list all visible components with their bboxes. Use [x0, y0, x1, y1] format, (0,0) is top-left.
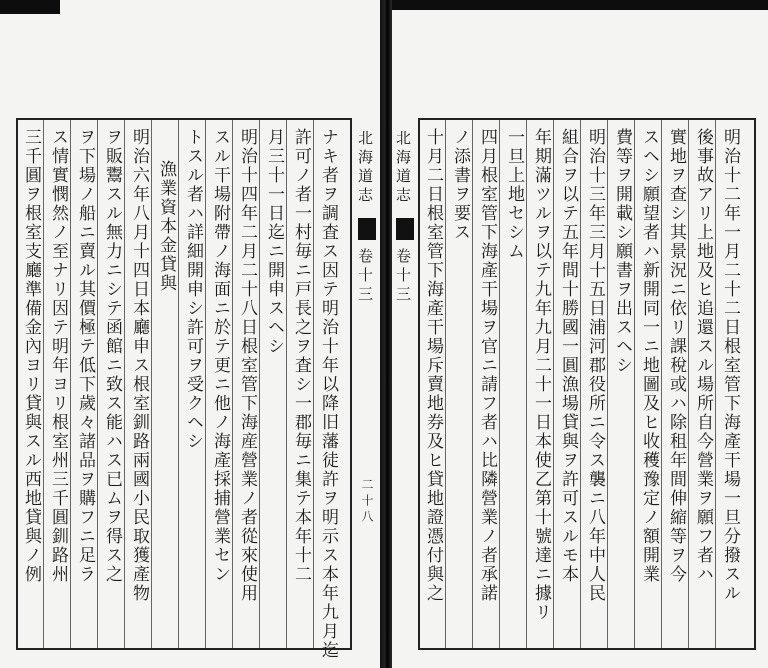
fishtail-marker	[396, 218, 414, 240]
text-column: ナキ者ヲ調査ス因テ明治十年以降旧藩徒許ヲ明示ス本年九月迄	[318, 128, 338, 660]
text-column: 實地ヲ查シ其景況ニ依リ課稅或ハ除租年間伸縮等ヲ今	[666, 128, 686, 584]
page-margin-header	[350, 118, 376, 646]
text-column: ヲ販鬻スル無力ニシテ函館ニ致ス能ハス已ムヲ得ス之	[102, 128, 122, 584]
text-column: 明治十三年三月十五日浦河郡役所ニ令ス襲ニ八年中人民	[585, 128, 605, 603]
section-heading: 漁業資本金貸與	[156, 160, 176, 293]
volume-number: 卷十三	[356, 248, 374, 305]
text-frame	[16, 118, 352, 660]
text-column: 四月根室管下海產干場ヲ官ニ請フ者ハ比隣營業ノ者承諾	[477, 128, 497, 603]
text-frame	[418, 118, 756, 650]
text-column: 一旦上地セシム	[504, 128, 524, 261]
page-number: 二十八	[360, 478, 374, 526]
volume-number: 卷十三	[394, 248, 412, 305]
text-column: ス情實憫然ノ至ナリ因テ明年ヨリ根室州三千圓釧路州	[48, 128, 68, 584]
text-column: 明治六年八月十四日本廳申ス根室釧路兩國小民取獲產物	[129, 128, 149, 603]
text-column: 年期滿ツルヲ以テ九年九月二十一日本使乙第十號達ニ據リ	[531, 128, 551, 622]
text-column: トスル者ハ詳細開申シ許可ヲ受クヘシ	[183, 128, 203, 451]
text-column: 許可ノ者一村毎ニ戸長之ヲ査シ一郡毎ニ集テ本年十二	[291, 128, 311, 584]
text-column: スル干場附帶ノ海面ニ於テ更ニ他ノ海產採捕營業セン	[210, 128, 230, 584]
page-edge-shadow	[0, 0, 60, 14]
fishtail-marker	[358, 218, 376, 240]
book-title: 北海道志	[394, 130, 412, 206]
left-page	[0, 0, 380, 668]
text-column: 明治十二年一月二十二日根室管下海產干場一旦分撥スル	[720, 128, 740, 603]
text-column: 費等ヲ開載シ願書ヲ出スヘシ	[612, 128, 632, 375]
page-margin-header	[392, 118, 414, 646]
book-title: 北海道志	[356, 130, 374, 206]
text-column: 月三十一日迄ニ開申スヘシ	[264, 128, 284, 356]
text-column: 三千圓ヲ根室支廳準備金內ヨリ貸與スル西地貸與ノ例	[21, 128, 41, 584]
text-column: ヲ下場ノ船ニ賣ル其價極テ低下歲々諸品ヲ購フニ足ラ	[75, 128, 95, 584]
book-gutter	[380, 0, 392, 668]
text-column: 明治十四年二月二十八日根室管下海産營業ノ者從來使用	[237, 128, 257, 603]
text-column: 後事故アリ上地及ヒ追還スル場所自今營業ヲ願フ者ハ	[693, 128, 713, 584]
right-page	[392, 0, 768, 668]
text-column: 十月二日根室管下海產干場斥賣地券及ヒ貸地證憑付與之	[423, 128, 443, 603]
text-column: ノ添書ヲ要ス	[450, 128, 470, 242]
text-column: スヘシ願望者ハ新開同一ニ地圖及ヒ收穫豫定ノ額開業	[639, 128, 659, 584]
text-column: 組合ヲ以テ五年間十勝國一圓漁場貸與ヲ許可スルモ本	[558, 128, 578, 584]
page-edge-shadow	[392, 0, 768, 10]
